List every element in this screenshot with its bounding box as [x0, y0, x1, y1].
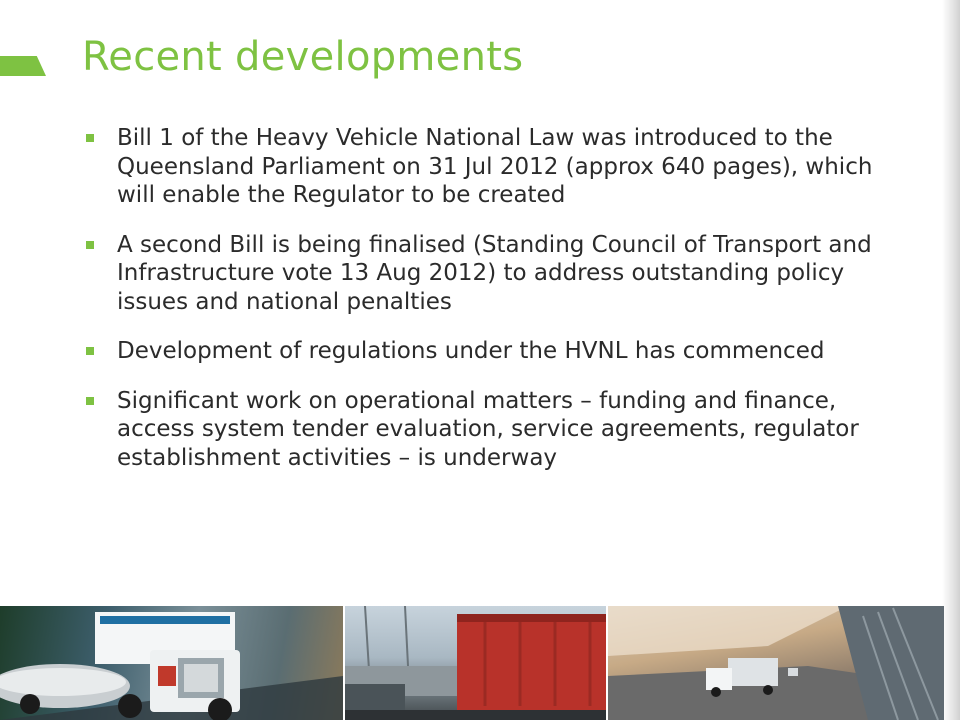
square-bullet-icon — [86, 397, 94, 405]
square-bullet-icon — [86, 347, 94, 355]
freeway-truck-photo — [608, 606, 944, 720]
bullet-item — [86, 231, 876, 317]
accent-tab-mark — [0, 56, 46, 76]
bullet-list — [86, 124, 876, 493]
square-bullet-icon — [86, 134, 94, 142]
bullet-item — [86, 124, 876, 210]
red-trailer-illustration — [345, 606, 606, 720]
red-trailer-truck-photo — [345, 606, 606, 720]
bullet-text: Development of regulations under the HVNL has commenced — [117, 338, 825, 364]
freeway-truck-illustration — [608, 606, 944, 720]
slide-edge-shadow — [942, 0, 960, 720]
slide-title: Recent developments — [82, 34, 524, 80]
tanker-truck-illustration — [0, 606, 343, 720]
bullet-text: Significant work on operational matters – funding and finance, access system tender evaluation, service agreements, regulator establishment activities – is underway — [117, 387, 859, 471]
photo-strip — [0, 606, 944, 720]
bullet-text: Bill 1 of the Heavy Vehicle National Law was introduced to the Queensland Parliament on 31 Jul 2012 (approx 640 pages), which will enable the Regulator to be created — [117, 125, 873, 208]
bullet-item — [86, 387, 876, 473]
bullet-text: A second Bill is being finalised (Standing Council of Transport and Infrastructure vote 13 Aug 2012) to address outstanding policy issues and national penalties — [117, 231, 872, 315]
bullet-item — [86, 337, 876, 366]
tanker-truck-photo — [0, 606, 343, 720]
square-bullet-icon — [86, 241, 94, 249]
